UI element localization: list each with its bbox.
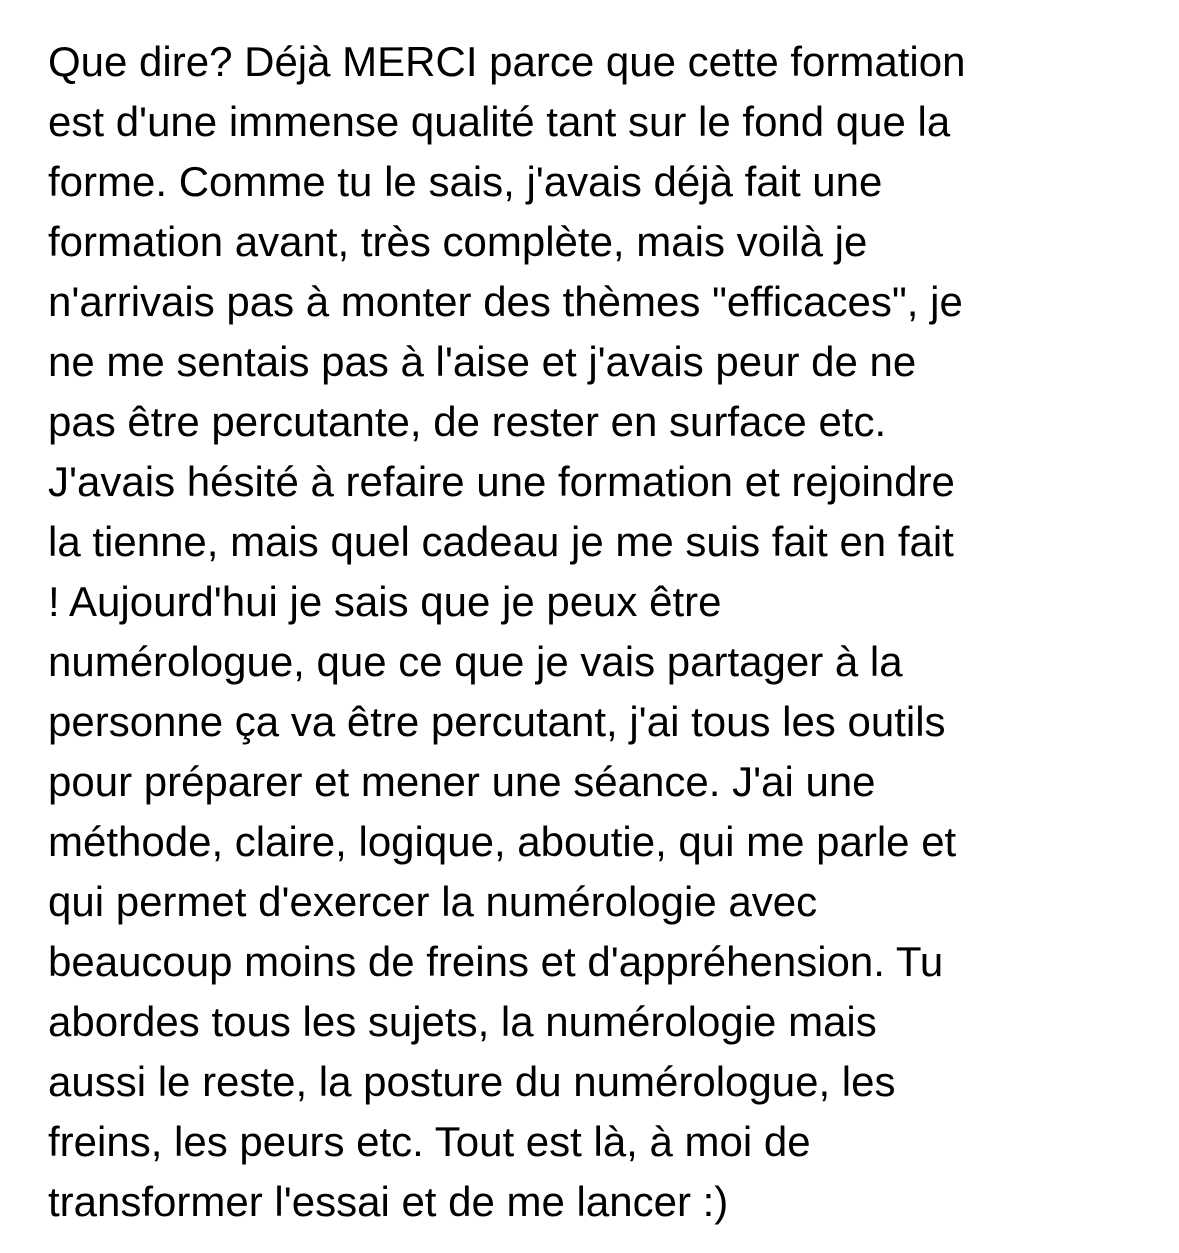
testimonial-line: transformer l'essai et de me lancer :) <box>48 1178 729 1225</box>
testimonial-line: pas être percutante, de rester en surface etc. <box>48 398 887 445</box>
testimonial-line: abordes tous les sujets, la numérologie mais <box>48 998 877 1045</box>
testimonial-line: la tienne, mais quel cadeau je me suis fait en fait <box>48 518 954 565</box>
testimonial-line: n'arrivais pas à monter des thèmes "efficaces", je <box>48 278 963 325</box>
testimonial-line: numérologue, que ce que je vais partager à la <box>48 638 903 685</box>
testimonial-text <box>48 32 1148 1232</box>
testimonial-line: ne me sentais pas à l'aise et j'avais peur de ne <box>48 338 917 385</box>
testimonial-line: méthode, claire, logique, aboutie, qui me parle et <box>48 818 957 865</box>
testimonial-line: ! Aujourd'hui je sais que je peux être <box>48 578 722 625</box>
testimonial-line: Que dire? Déjà MERCI parce que cette formation <box>48 38 966 85</box>
testimonial-line: personne ça va être percutant, j'ai tous les outils <box>48 698 946 745</box>
testimonial-line: J'avais hésité à refaire une formation et rejoindre <box>48 458 955 505</box>
testimonial-line: qui permet d'exercer la numérologie avec <box>48 878 818 925</box>
testimonial-line: formation avant, très complète, mais voilà je <box>48 218 868 265</box>
testimonial-line: pour préparer et mener une séance. J'ai une <box>48 758 876 805</box>
testimonial-line: freins, les peurs etc. Tout est là, à moi de <box>48 1118 811 1165</box>
testimonial-line: beaucoup moins de freins et d'appréhension. Tu <box>48 938 944 985</box>
testimonial-line: forme. Comme tu le sais, j'avais déjà fait une <box>48 158 883 205</box>
testimonial-line: aussi le reste, la posture du numérologue, les <box>48 1058 896 1105</box>
testimonial-line: est d'une immense qualité tant sur le fond que la <box>48 98 951 145</box>
